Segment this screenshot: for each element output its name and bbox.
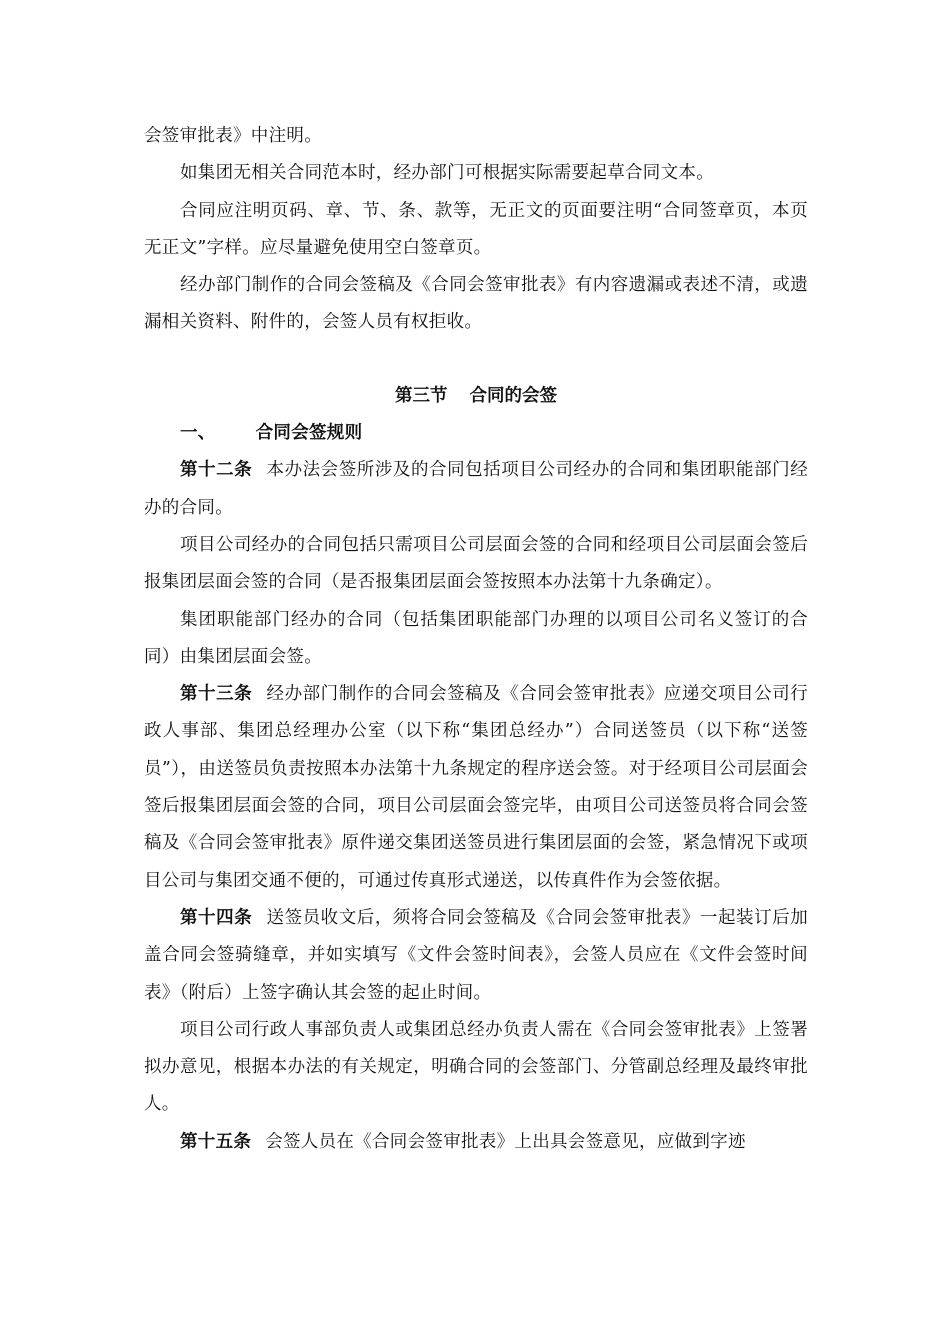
section-number: 第三节 xyxy=(395,385,448,406)
article-15-text: 会签人员在《合同会签审批表》上出具会签意见，应做到字迹 xyxy=(265,1131,746,1152)
article-13 xyxy=(144,676,808,900)
article-14-paragraph-approval: 项目公司行政人事部负责人或集团总经办负责人需在《合同会签审批表》上签署拟办意见，根据本办法的有关规定，明确合同的会签部门、分管副总经理及最终审批人。 xyxy=(144,1019,808,1115)
section-title xyxy=(144,378,808,415)
article-14-text: 送签员收文后，须将合同会签稿及《合同会签审批表》一起装订后加盖合同会签骑缝章，并如实填写《文件会签时间表》，会签人员应在《文件会签时间表》（附后）上签字确认其会签的起止时间。 xyxy=(144,907,809,1003)
article-13-label: 第十三条 xyxy=(180,684,253,705)
article-12-paragraph-group: 集团职能部门经办的合同（包括集团职能部门办理的以项目公司名义签订的合同）由集团层面会签。 xyxy=(144,609,808,667)
paragraph-continuation: 会签审批表》中注明。 xyxy=(144,126,322,146)
article-14 xyxy=(144,900,808,1012)
subheading-number: 一、 xyxy=(180,423,216,444)
article-14-label: 第十四条 xyxy=(180,907,253,928)
article-15-label: 第十五条 xyxy=(180,1131,252,1152)
article-12-label: 第十二条 xyxy=(180,460,253,481)
subheading xyxy=(144,415,808,452)
paragraph-contract-template: 如集团无相关合同范本时，经办部门可根据实际需要起草合同文本。 xyxy=(180,163,714,184)
document-page xyxy=(144,118,808,1161)
paragraph-rejection-right: 经办部门制作的合同会签稿及《合同会签审批表》有内容遗漏或表述不清，或遗漏相关资料、附件的，会签人员有权拒收。 xyxy=(144,275,808,333)
article-13-text: 经办部门制作的合同会签稿及《合同会签审批表》应递交项目公司行政人事部、集团总经理办公室（以下称“集团总经办”）合同送签员（以下称“送签员”），由送签员负责按照本办法第十九条规定的程序送会签。对于经项目公司层面会签后报集团层面会签的合同，项目公司层面会签完毕，由项目公司送签员将合同会签稿及《合同会签审批表》原件递交集团送签员进行集团层面的会签，紧急情况下或项目公司与集团交通不便的，可通过传真形式递送，以传真件作为会签依据。 xyxy=(144,684,809,891)
article-12 xyxy=(144,452,808,527)
subheading-title: 合同会签规则 xyxy=(255,423,363,444)
article-12-text: 本办法会签所涉及的合同包括项目公司经办的合同和集团职能部门经办的合同。 xyxy=(144,460,809,518)
article-15 xyxy=(144,1124,808,1161)
paragraph-page-numbering: 合同应注明页码、章、节、条、款等，无正文的页面要注明“合同签章页，本页无正文”字样。应尽量避免使用空白签章页。 xyxy=(144,200,808,258)
article-12-paragraph-project: 项目公司经办的合同包括只需项目公司层面会签的合同和经项目公司层面会签后报集团层面会签的合同（是否报集团层面会签按照本办法第十九条确定）。 xyxy=(144,534,808,593)
section-name: 合同的会签 xyxy=(469,385,557,406)
